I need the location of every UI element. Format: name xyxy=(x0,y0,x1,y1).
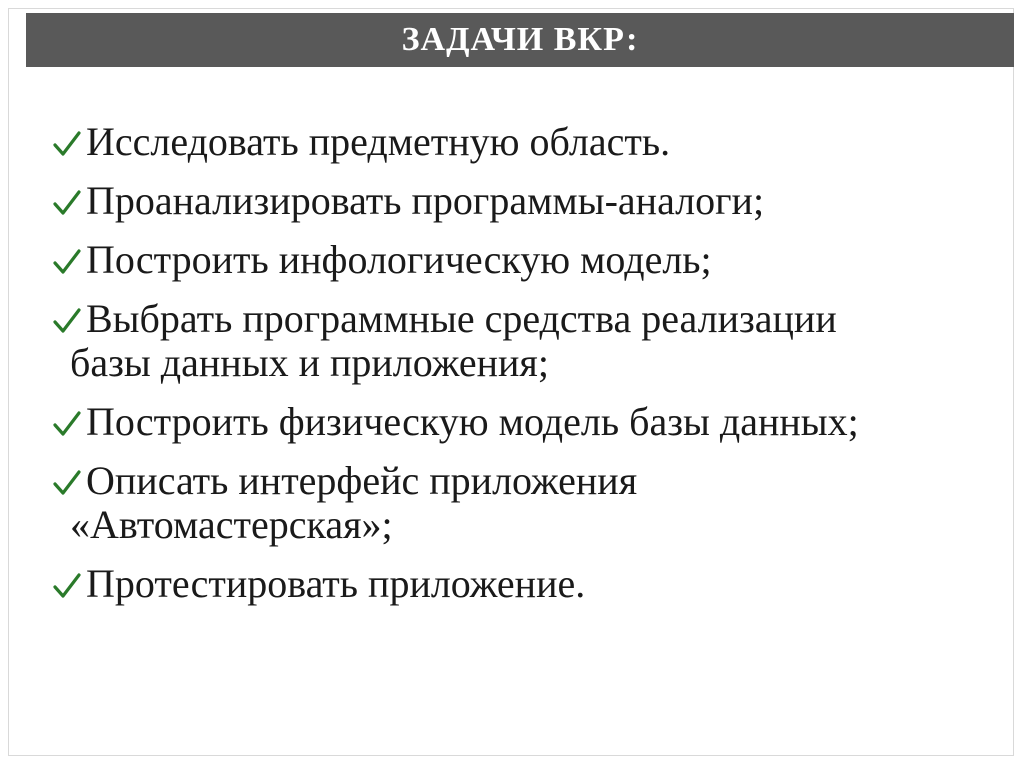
task-line: Выбрать программные средства реализации xyxy=(86,296,837,341)
list-item xyxy=(52,459,992,547)
title-bar xyxy=(26,13,1014,67)
task-line-continuation: базы данных и приложения; xyxy=(70,340,549,385)
task-text xyxy=(70,296,992,385)
list-item xyxy=(52,297,992,385)
task-text xyxy=(86,179,992,223)
list-item xyxy=(52,120,992,164)
check-icon xyxy=(52,400,86,444)
task-list xyxy=(52,120,992,621)
task-line: Описать интерфейс приложения xyxy=(86,458,638,503)
task-text xyxy=(86,400,992,444)
list-item xyxy=(52,400,992,444)
task-line: Проанализировать программы-аналоги; xyxy=(86,178,765,223)
check-icon xyxy=(52,238,86,282)
check-icon xyxy=(52,179,86,223)
task-text xyxy=(86,120,992,164)
task-text xyxy=(86,238,992,282)
task-line: Исследовать предметную область. xyxy=(86,119,671,164)
list-item xyxy=(52,238,992,282)
check-icon xyxy=(52,297,86,341)
task-text xyxy=(70,458,992,547)
task-line: Построить физическую модель базы данных; xyxy=(86,399,859,444)
task-line: Построить инфологическую модель; xyxy=(86,237,712,282)
page-title: ЗАДАЧИ ВКР: xyxy=(401,21,639,58)
check-icon xyxy=(52,459,86,503)
check-icon xyxy=(52,120,86,164)
task-line: Протестировать приложение. xyxy=(86,561,586,606)
task-text xyxy=(86,562,992,606)
task-line-continuation: «Автомастерская»; xyxy=(70,502,393,547)
check-icon xyxy=(52,562,86,606)
list-item xyxy=(52,562,992,606)
list-item xyxy=(52,179,992,223)
